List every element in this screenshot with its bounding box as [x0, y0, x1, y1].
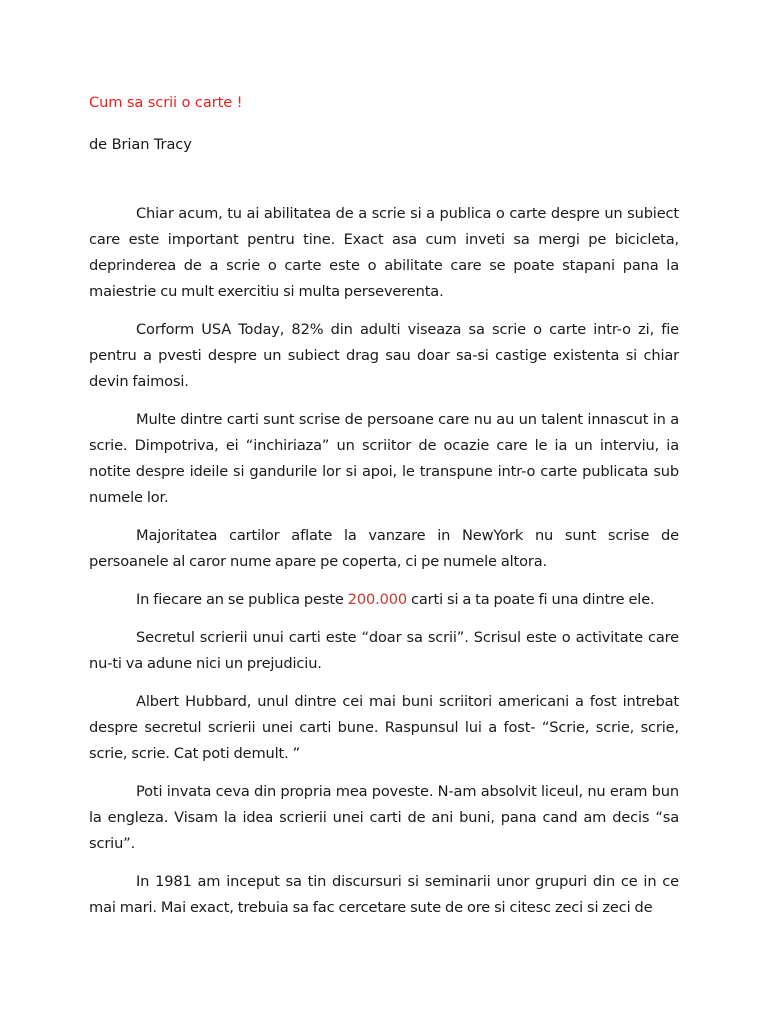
- paragraph-7: Albert Hubbard, unul dintre cei mai buni scriitori americani a fost intrebat despre secretul scrierii unei carti bune. Raspunsul lui a fost- “Scrie, scrie, scrie, scrie, scrie. Cat poti demult. ”: [89, 693, 679, 762]
- paragraph-3: Multe dintre carti sunt scrise de persoane care nu au un talent innascut in a scrie. Dimpotriva, ei “inchiriaza” un scriitor de ocazie care le ia un interviu, ia notite despre ideile si gandurile lor si apoi, le transpune intr-o carte publicata sub numele lor.: [89, 411, 679, 506]
- paragraph-5-end: carti si a ta poate fi una dintre ele.: [407, 591, 655, 608]
- document-title: Cum sa scrii o carte !: [89, 94, 243, 111]
- highlighted-number: 200.000: [347, 591, 408, 608]
- paragraph-9: In 1981 am inceput sa tin discursuri si seminarii unor grupuri din ce in ce mai mari. Mai exact, trebuia sa fac cercetare sute de ore si citesc zeci si zeci de: [89, 873, 679, 916]
- paragraph-2: Corform USA Today, 82% din adulti viseaza sa scrie o carte intr-o zi, fie pentru a pvesti despre un subiect drag sau doar sa-si castige existenta si chiar devin faimosi.: [89, 321, 679, 390]
- paragraph-1: Chiar acum, tu ai abilitatea de a scrie si a publica o carte despre un subiect care este important pentru tine. Exact asa cum inveti sa mergi pe bicicleta, deprinderea de a scrie o carte este o abilitate care se poate stapani pana la maiestrie cu mult exercitiu si multa perseverenta.: [89, 205, 679, 300]
- paragraph-5-start: In fiecare an se publica peste: [136, 591, 348, 608]
- paragraph-8: Poti invata ceva din propria mea poveste. N-am absolvit liceul, nu eram bun la engleza. Visam la idea scrierii unei carti de ani buni, pana cand am decis “sa scriu”.: [89, 783, 679, 852]
- document-page: [89, 93, 679, 933]
- paragraph-5: [89, 587, 679, 613]
- paragraph-6: Secretul scrierii unui carti este “doar sa scrii”. Scrisul este o activitate care nu-ti va adune nici un prejudiciu.: [89, 629, 679, 672]
- document-body: [89, 201, 679, 921]
- document-author: de Brian Tracy: [89, 136, 192, 153]
- paragraph-4: Majoritatea cartilor aflate la vanzare in NewYork nu sunt scrise de persoanele al caror nume apare pe coperta, ci pe numele altora.: [89, 527, 679, 570]
